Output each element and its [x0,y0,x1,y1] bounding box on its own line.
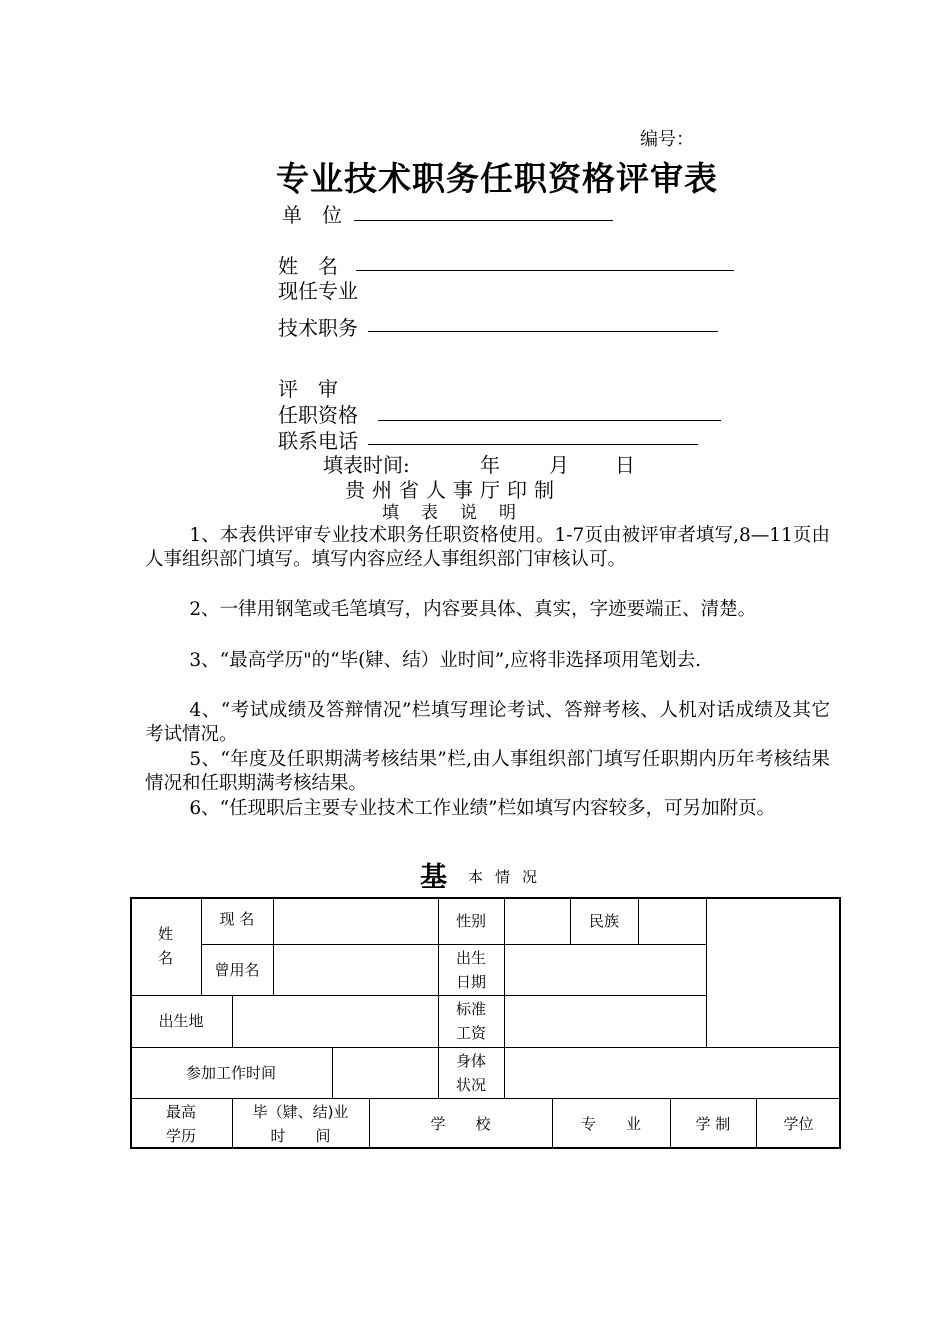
page-title: 专业技术职务任职资格评审表 [276,159,718,198]
work-start-input[interactable] [332,1047,438,1098]
month-label: 月 [549,453,569,477]
health-input[interactable] [504,1047,841,1098]
major-cell: 专 业 [580,1114,641,1133]
year-label: 年 [480,453,500,477]
grad-time-cell: 毕（肄、结)业 时 间 [252,1102,349,1145]
phone-field[interactable] [368,444,698,445]
qualification-field[interactable] [378,420,721,421]
highest-edu-cell: 最高 学历 [165,1102,196,1145]
basic-info-heading-rest: 本情况 [468,868,550,886]
fill-time-label: 填表时间: [323,453,410,477]
work-start-cell: 参加工作时间 [185,1063,276,1082]
health-cell: 身体 状况 [455,1051,486,1094]
gender-cell: 性别 [455,911,486,930]
instruction-item-4: 4、“考试成绩及答辩情况”栏填写理论考试、答辩考核、人机对话成绩及其它考试情况。 [145,700,830,745]
serial-number-label: 编号： [640,129,694,150]
unit-label: 单 位 [282,203,342,227]
instructions-heading: 填表说明 [382,503,538,523]
name-group-cell: 姓 名 [157,925,173,967]
standard-salary-cell: 标准 工资 [455,1000,486,1042]
ethnicity-cell: 民族 [588,911,619,930]
current-name-input[interactable] [273,897,438,944]
gender-input[interactable] [504,897,570,944]
standard-salary-input[interactable] [504,995,706,1047]
name-label: 姓 名 [278,254,338,278]
basic-info-heading-big: 基 [420,862,447,893]
ethnicity-input[interactable] [638,897,706,944]
day-label: 日 [615,453,635,477]
duration-cell: 学 制 [695,1114,731,1133]
instruction-item-2: 2、一律用钢笔或毛笔填写，内容要具体、真实，字迹要端正、清楚。 [189,599,757,620]
current-major-label: 现任专业 [278,279,358,303]
degree-cell: 学位 [783,1114,814,1133]
birth-date-input[interactable] [504,944,706,995]
phone-label: 联系电话 [278,429,358,453]
instruction-item-5: 5、“年度及任职期满考核结果”栏,由人事组织部门填写任职期内历年考核结果情况和任职期满考核结果。 [145,749,830,794]
review-label: 评 审 [278,377,338,401]
birthplace-input[interactable] [232,995,438,1047]
photo-cell[interactable] [706,897,841,1047]
former-name-input[interactable] [273,944,438,995]
instruction-item-3: 3、“最高学历"的“毕(肄、结）业时间”,应将非选择项用笔划去. [189,650,702,671]
issuer-text: 贵州省人事厅印制 [345,478,561,502]
unit-field[interactable] [354,220,613,221]
tech-post-field[interactable] [368,331,718,332]
qualification-label: 任职资格 [278,403,358,427]
former-name-cell: 曾用名 [214,960,260,979]
school-cell: 学 校 [430,1114,491,1133]
current-name-cell: 现 名 [219,910,255,928]
birth-date-cell: 出生 日期 [455,948,486,991]
instruction-item-6: 6、“任现职后主要专业技术工作业绩”栏如填写内容较多，可另加附页。 [189,798,776,819]
name-field[interactable] [356,270,734,271]
birthplace-cell: 出生地 [158,1012,204,1030]
tech-post-label: 技术职务 [278,316,358,340]
instruction-item-1: 1、本表供评审专业技术职务任职资格使用。1-7页由被评审者填写,8—11页由人事组织部门填写。填写内容应经人事组织部门审核认可。 [145,525,830,570]
